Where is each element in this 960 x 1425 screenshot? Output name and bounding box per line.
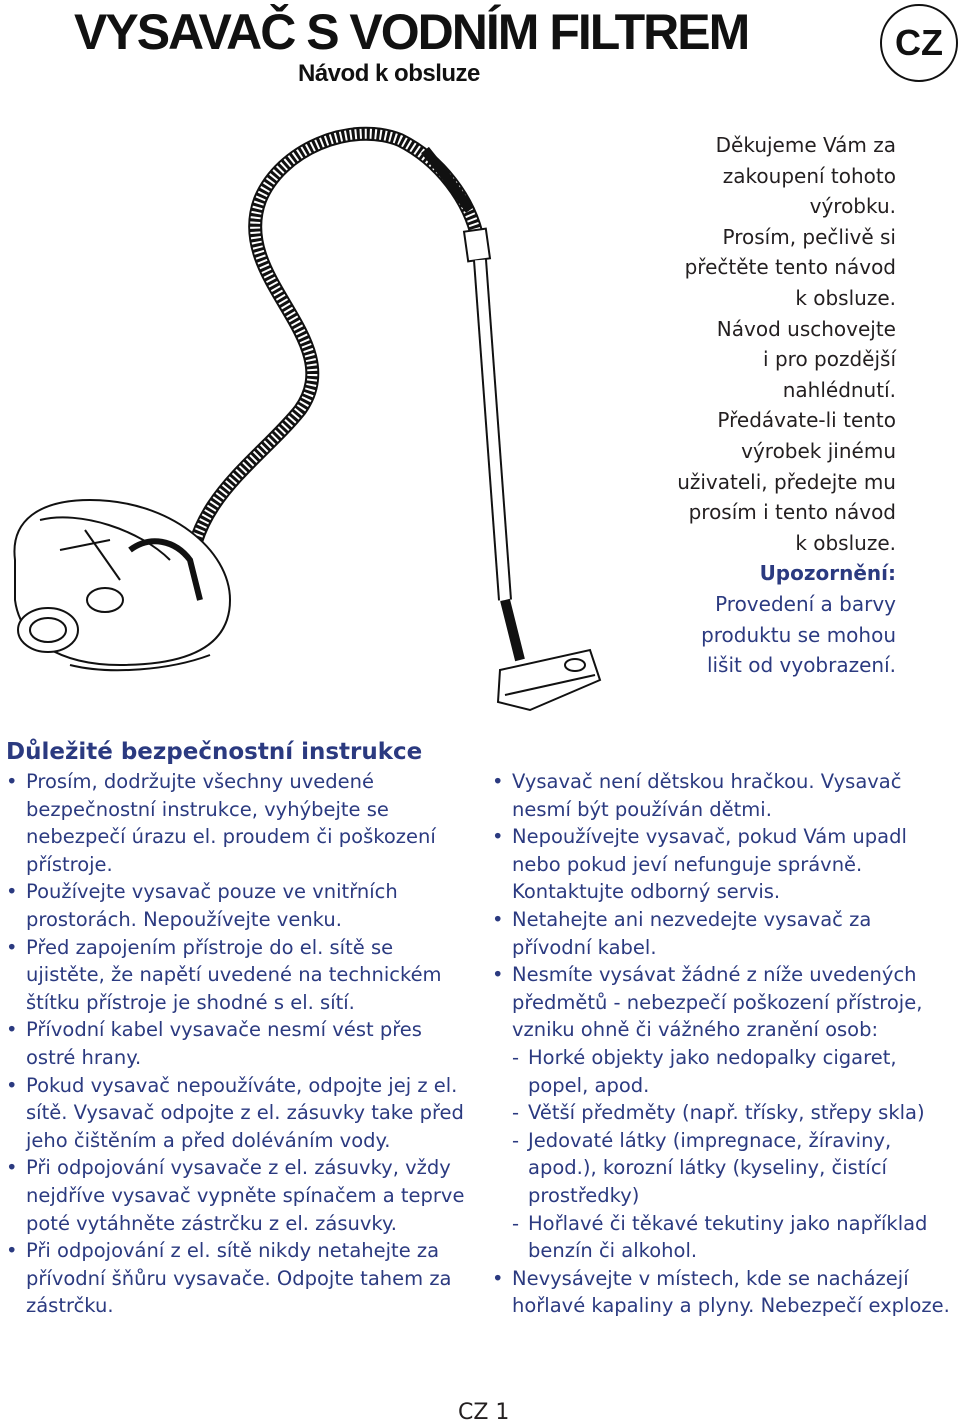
intro-line: Děkujeme Vám za — [715, 133, 896, 157]
intro-line: výrobek jinému — [741, 438, 896, 463]
warning-line: produktu se mohou — [701, 622, 896, 647]
intro-line: Prosím, pečlivě si — [722, 224, 896, 249]
intro-line: výrobku. — [809, 194, 896, 219]
intro-line: Předávate-li tento — [717, 408, 896, 433]
list-item: • Při odpojování z el. sítě nikdy netahejte za přívodní šňůru vysavače. Odpojte tahem za zástrčku. — [6, 1237, 476, 1320]
intro-line: prosím i tento návod — [688, 500, 896, 525]
list-item: • Před zapojením přístroje do el. sítě se ujistěte, že napětí uvedené na technickém štítku přístroje je shodné s el. sítí. — [6, 934, 476, 1017]
list-item: • Používejte vysavač pouze ve vnitřních prostorách. Nepoužívejte venku. — [6, 878, 476, 933]
page-number: CZ 1 — [458, 1400, 510, 1425]
sub-list — [512, 1044, 952, 1265]
section-heading: Důležité bezpečnostní instrukce — [6, 739, 423, 765]
sub-list-item: - Hořlavé či těkavé tekutiny jako například benzín či alkohol. — [512, 1210, 952, 1265]
safety-list-left — [6, 768, 476, 1320]
list-item: • Vysavač není dětskou hračkou. Vysavač nesmí být používán dětmi. — [492, 768, 952, 823]
page-title: VYSAVAČ S VODNÍM FILTREM — [74, 4, 749, 60]
list-item: • Nevysávejte v místech, kde se nacházejí hořlavé kapaliny a plyny. Nebezpečí exploze. — [492, 1265, 952, 1320]
intro-line: zakoupení tohoto — [722, 163, 896, 188]
intro-text — [636, 130, 896, 681]
list-item: • Pokud vysavač nepoužíváte, odpojte jej z el. sítě. Vysavač odpojte z el. zásuvky take před jeho čištěním a před doléváním vody. — [6, 1072, 476, 1155]
warning-line: Provedení a barvy — [715, 591, 896, 616]
vacuum-cleaner-illustration — [0, 80, 690, 730]
intro-line: uživateli, předejte mu — [677, 469, 896, 494]
safety-right-column — [492, 768, 952, 1320]
list-item — [492, 961, 952, 1265]
list-item: • Prosím, dodržujte všechny uvedené bezpečnostní instrukce, vyhýbejte se nebezpečí úrazu el. proudem či poškození přístroje. — [6, 768, 476, 878]
safety-list-right — [492, 768, 952, 1320]
intro-line: i pro pozdější — [763, 347, 896, 372]
page-subtitle: Návod k obsluze — [298, 60, 480, 87]
list-item: • Přívodní kabel vysavače nesmí vést přes ostré hrany. — [6, 1016, 476, 1071]
intro-line: k obsluze. — [795, 530, 896, 555]
list-item: • Nepoužívejte vysavač, pokud Vám upadl nebo pokud jeví nefunguje správně. Kontaktujte odborný servis. — [492, 823, 952, 906]
safety-left-column — [6, 737, 476, 1320]
language-badge: CZ — [880, 4, 958, 82]
sub-list-item: - Horké objekty jako nedopalky cigaret, popel, apod. — [512, 1044, 952, 1099]
sub-list-item: - Jedovaté látky (impregnace, žíraviny, apod.), korozní látky (kyseliny, čistící prostředky) — [512, 1127, 952, 1210]
intro-line: k obsluze. — [795, 285, 896, 310]
intro-line: nahlédnutí. — [782, 377, 896, 402]
intro-line: Návod uschovejte — [716, 316, 896, 341]
list-item: • Při odpojování vysavače z el. zásuvky, vždy nejdříve vysavač vypněte spínačem a teprve poté vytáhněte zástrčku z el. zásuvky. — [6, 1154, 476, 1237]
warning-label: Upozornění: — [759, 561, 896, 586]
sub-list-item: - Větší předměty (např. třísky, střepy skla) — [512, 1099, 952, 1127]
intro-line: přečtěte tento návod — [684, 255, 896, 280]
warning-line: lišit od vyobrazení. — [706, 653, 896, 678]
list-item-text: Nesmíte vysávat žádné z níže uvedených předmětů - nebezpečí poškození přístroje, vzniku ohně či vážného zranění osob: — [512, 963, 923, 1042]
list-item: • Netahejte ani nezvedejte vysavač za přívodní kabel. — [492, 906, 952, 961]
